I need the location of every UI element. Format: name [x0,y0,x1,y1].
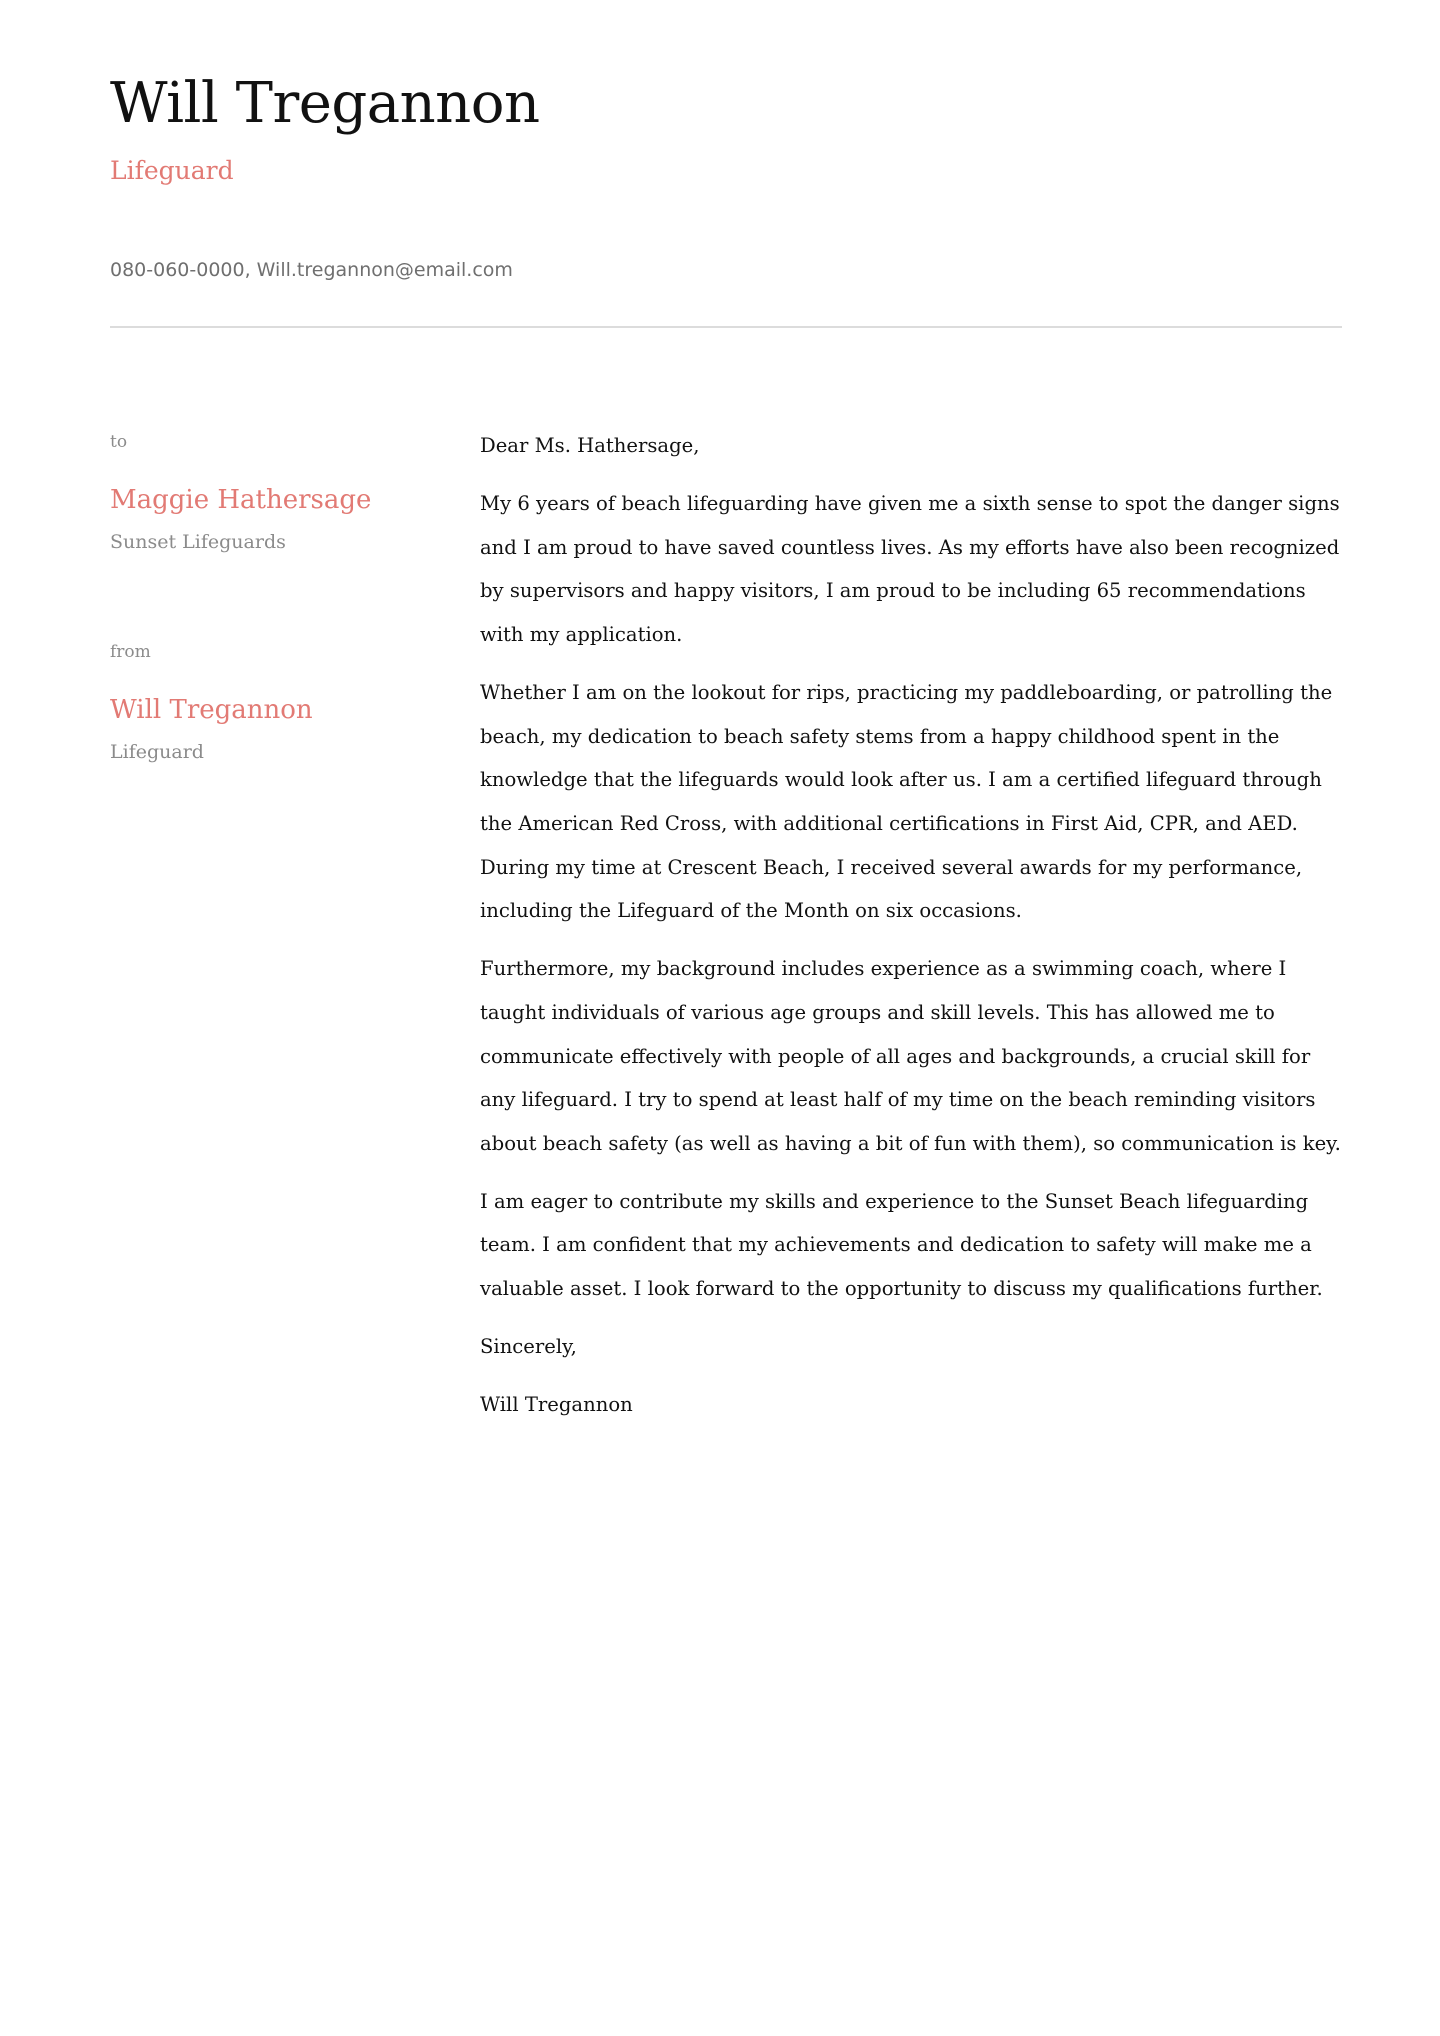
letter-salutation: Dear Ms. Hathersage, [480,434,700,457]
letter-paragraph: My 6 years of beach lifeguarding have given me a sixth sense to spot the danger signs and I am proud to have saved countless lives. As my efforts have also been recognized by supervisors and happy visitors, I am proud to be including 65 recommendations with my application. [480,492,1340,646]
sender-title: Lifeguard [110,741,204,763]
letter-signature: Will Tregannon [480,1393,633,1417]
letter-paragraph: Furthermore, my background includes experience as a swimming coach, where I taught individuals of various age groups and skill levels. This has allowed me to communicate effectively with people of all ages and backgrounds, a crucial skill for any lifeguard. I try to spend at least half of my time on the beach reminding visitors about beach safety (as well as having a bit of fun with them), so communication is key. [480,957,1341,1155]
sender-label: from [110,642,151,662]
letter-body [480,424,1342,1442]
address-sidebar [110,430,440,766]
recipient-label: to [110,432,128,452]
recipient-organization: Sunset Lifeguards [110,531,286,553]
letter-paragraph: I am eager to contribute my skills and experience to the Sunset Beach lifeguarding team. I am confident that my achievements and dedication to safety will make me a valuable asset. I look forward to the opportunity to discuss my qualifications further. [480,1189,1323,1301]
letter-closing: Sincerely, [480,1335,577,1359]
recipient-name: Maggie Hathersage [110,485,372,515]
sender-name: Will Tregannon [110,695,313,725]
applicant-name: Will Tregannon [110,71,540,136]
header-divider [110,326,1342,328]
letter-paragraph: Whether I am on the lookout for rips, practicing my paddleboarding, or patrolling the beach, my dedication to beach safety stems from a happy childhood spent in the knowledge that the lifeguards would look after us. I am a certified lifeguard through the American Red Cross, with additional certifications in First Aid, CPR, and AED. During my time at Crescent Beach, I received several awards for my performance, including the Lifeguard of the Month on six occasions. [480,681,1333,923]
applicant-job-title: Lifeguard [110,156,234,185]
applicant-contact-info: 080-060-0000, Will.tregannon@email.com [110,259,513,281]
